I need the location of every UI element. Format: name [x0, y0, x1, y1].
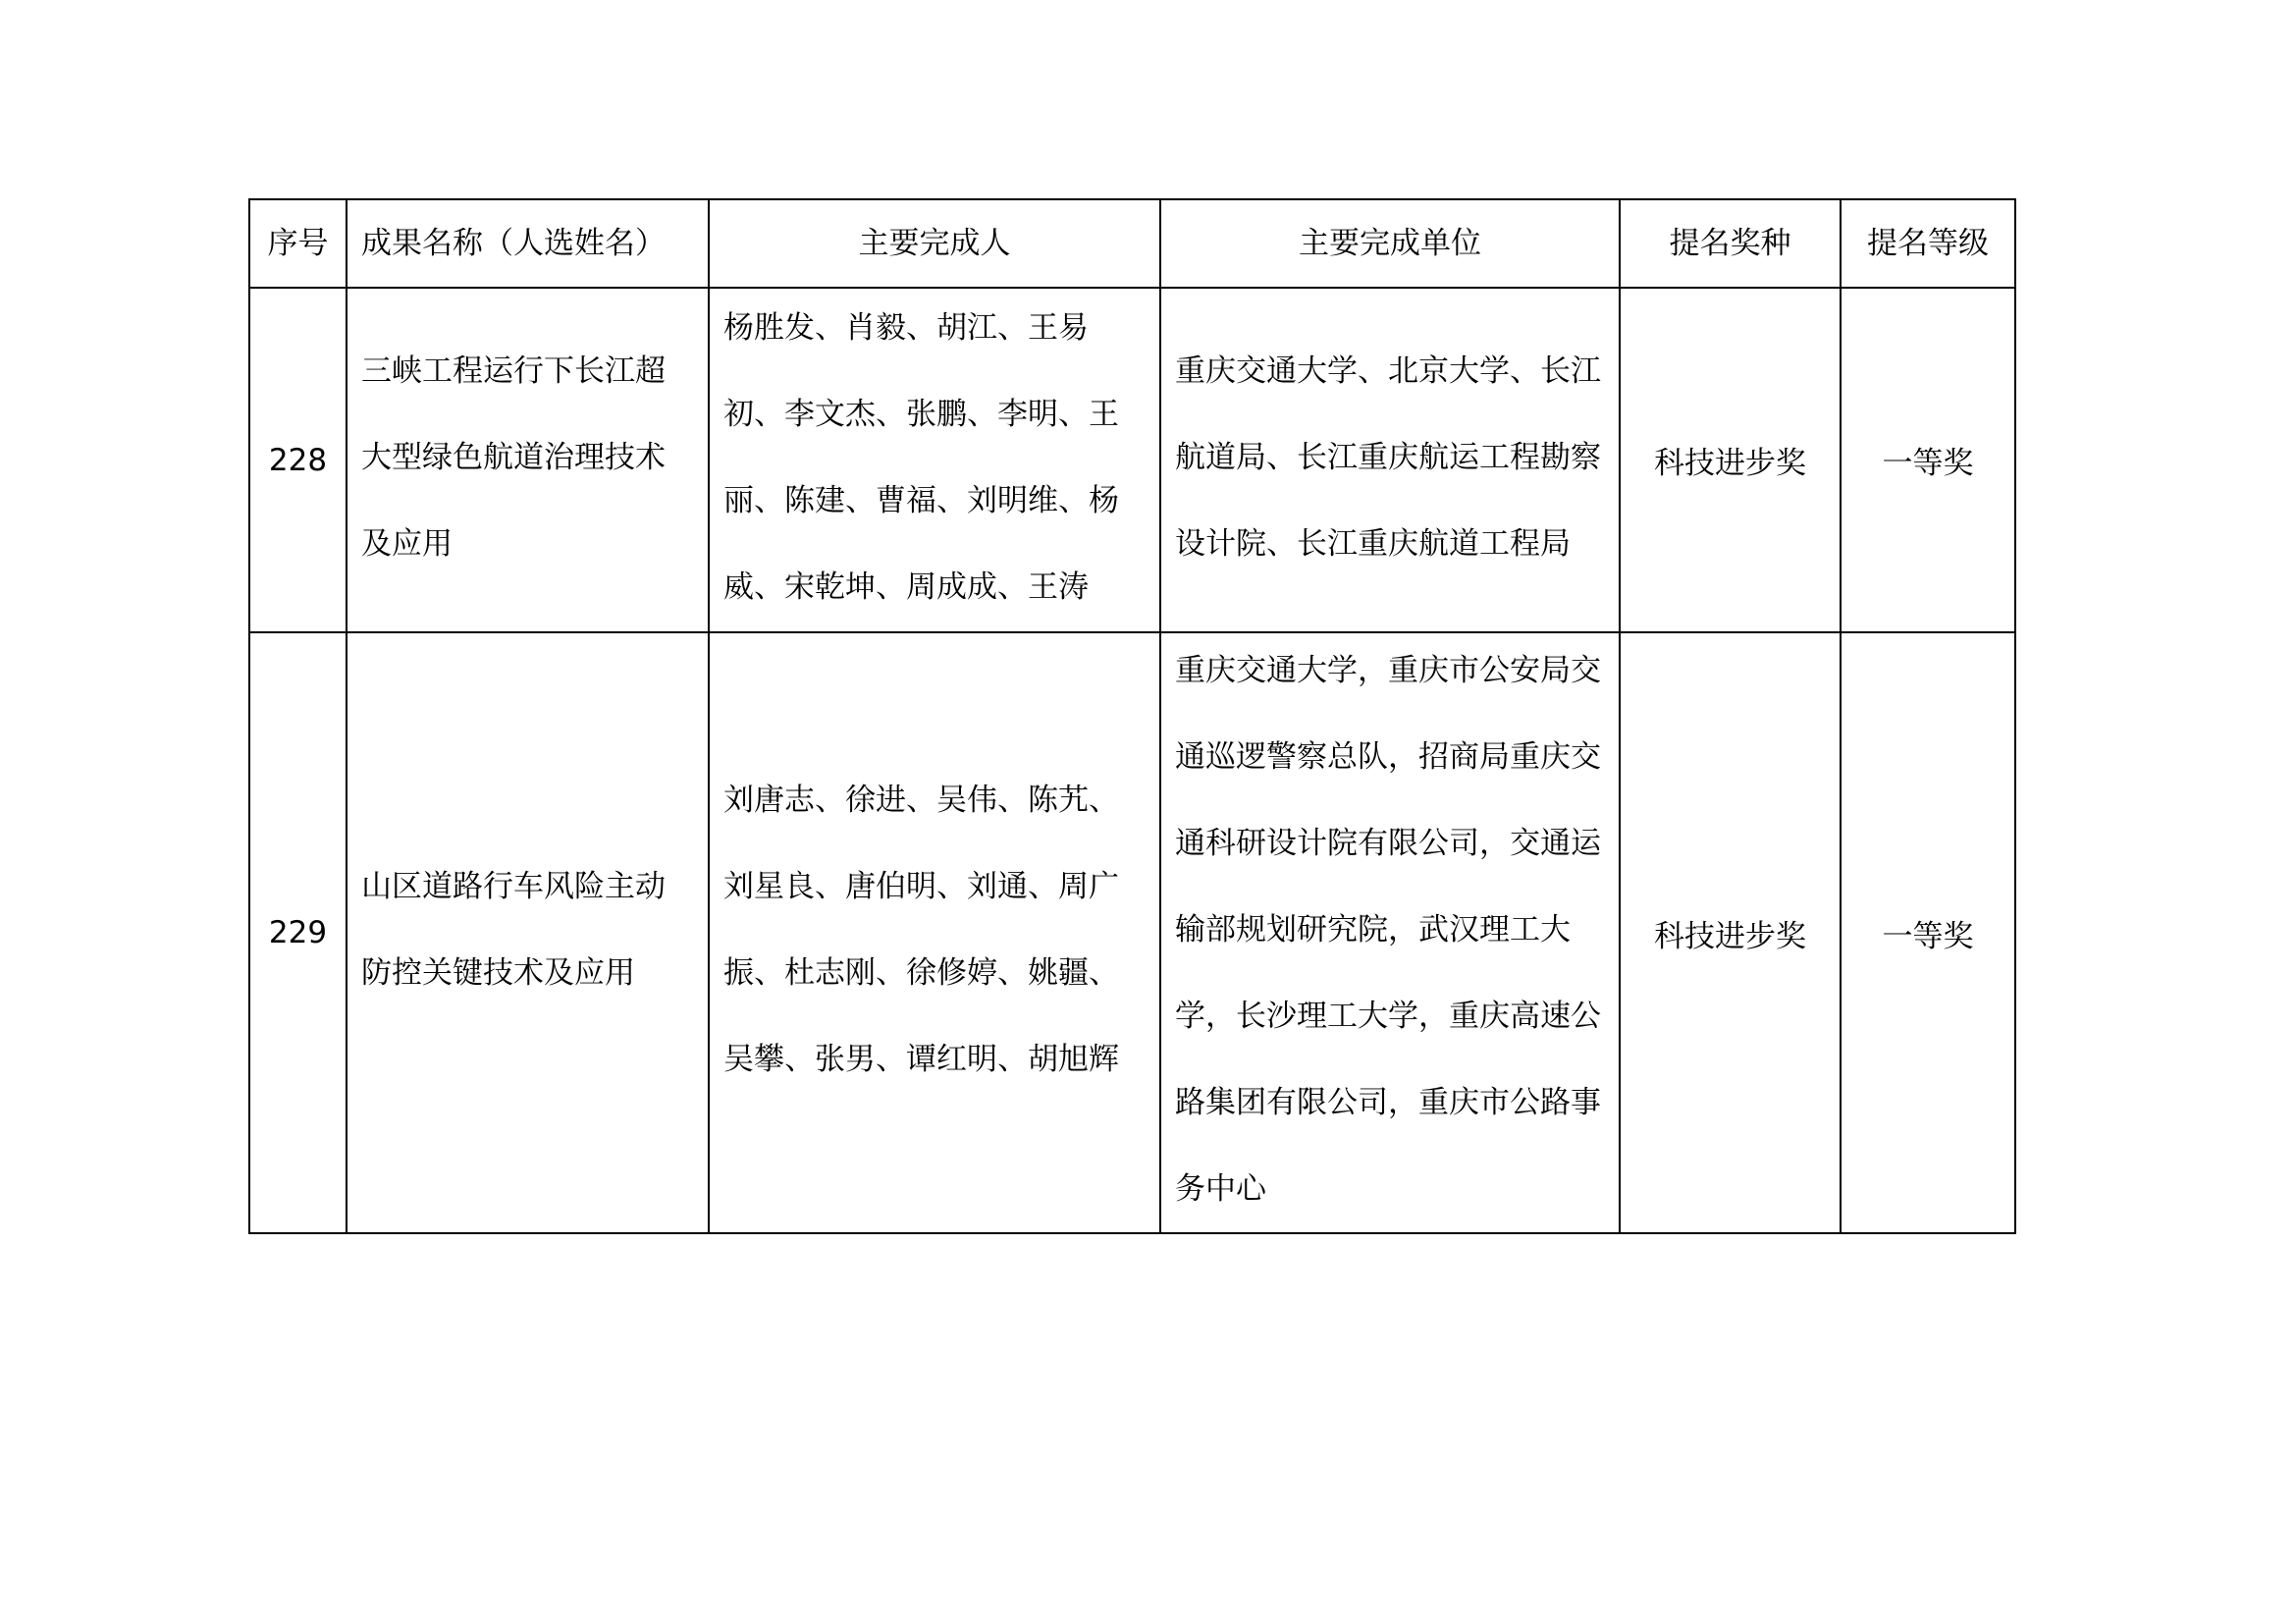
main-units: 重庆交通大学，重庆市公安局交通巡逻警察总队，招商局重庆交通科研设计院有限公司，交通运输部规划研究院，武汉理工大学，长沙理工大学，重庆高速公路集团有限公司，重庆市公路事务中心	[1175, 653, 1601, 1207]
main-units-cell	[1160, 632, 1620, 1233]
serial-number: 229	[268, 915, 328, 950]
main-persons-cell	[709, 632, 1160, 1233]
award-level: 一等奖	[1882, 918, 1974, 954]
award-level-cell	[1841, 632, 2015, 1233]
achievement-name-cell	[347, 632, 709, 1233]
header-award-type: 提名奖种	[1620, 199, 1841, 288]
nomination-table	[248, 198, 2016, 1234]
award-type-cell	[1620, 288, 1841, 632]
serial-number-cell	[249, 288, 347, 632]
header-serial-number: 序号	[249, 199, 347, 288]
award-level: 一等奖	[1882, 446, 1974, 481]
header-main-units: 主要完成单位	[1160, 199, 1620, 288]
main-persons-cell	[709, 288, 1160, 632]
main-persons: 刘唐志、徐进、吴伟、陈艽、刘星良、唐伯明、刘通、周广振、杜志刚、徐修婷、姚疆、吴攀、张男、谭红明、胡旭辉	[723, 783, 1119, 1077]
award-type: 科技进步奖	[1654, 446, 1806, 481]
table-header-row	[249, 199, 2015, 288]
main-units-cell	[1160, 288, 1620, 632]
table-row	[249, 632, 2015, 1233]
main-units: 重庆交通大学、北京大学、长江航道局、长江重庆航运工程勘察设计院、长江重庆航道工程局	[1175, 352, 1601, 562]
award-type: 科技进步奖	[1654, 918, 1806, 954]
header-main-persons: 主要完成人	[709, 199, 1160, 288]
award-level-cell	[1841, 288, 2015, 632]
serial-number: 228	[268, 442, 328, 478]
serial-number-cell	[249, 632, 347, 1233]
main-persons: 杨胜发、肖毅、胡江、王易初、李文杰、张鹏、李明、王丽、陈建、曹福、刘明维、杨威、宋乾坤、周成成、王涛	[723, 309, 1119, 605]
header-award-level: 提名等级	[1841, 199, 2015, 288]
award-type-cell	[1620, 632, 1841, 1233]
table-row	[249, 288, 2015, 632]
achievement-name: 山区道路行车风险主动防控关键技术及应用	[361, 869, 666, 991]
header-achievement-name: 成果名称（人选姓名）	[347, 199, 709, 288]
achievement-name-cell	[347, 288, 709, 632]
achievement-name: 三峡工程运行下长江超大型绿色航道治理技术及应用	[361, 352, 666, 562]
